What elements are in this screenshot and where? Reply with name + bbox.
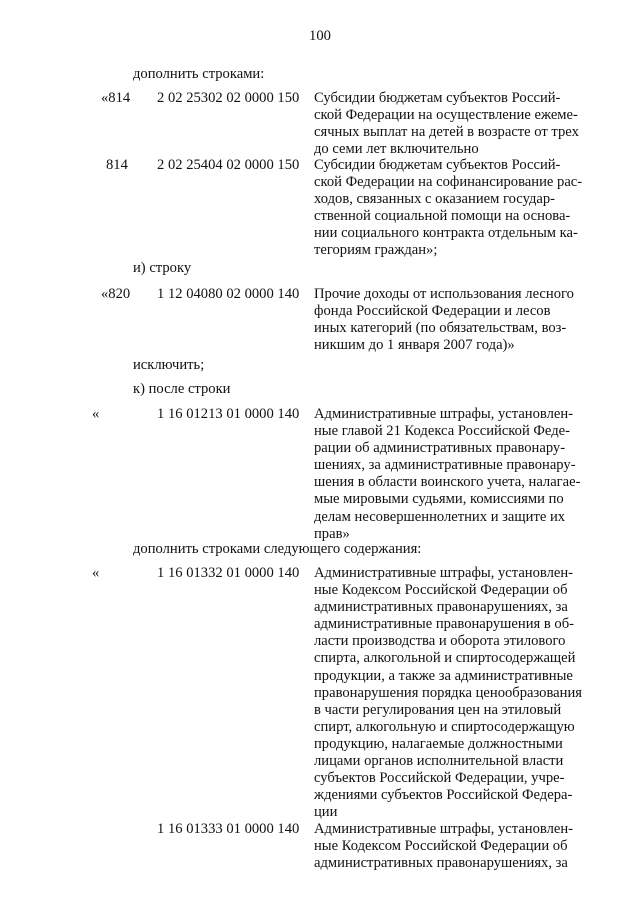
amendment-instruction: дополнить строками: bbox=[133, 66, 265, 82]
description-line: Административные штрафы, установлен- bbox=[314, 406, 574, 422]
description-line: ные Кодексом Российской Федерации об bbox=[314, 838, 568, 855]
amendment-instruction: исключить; bbox=[133, 357, 205, 373]
description-line: ходов, связанных с оказанием государ- bbox=[314, 191, 556, 208]
description-line: фонда Российской Федерации и лесов bbox=[314, 303, 551, 320]
budget-classification-code: 1 16 01332 01 0000 140 bbox=[157, 565, 300, 581]
description-line: шения в области воинского учета, налагае- bbox=[314, 474, 581, 491]
description-line: никшим до 1 января 2007 года)» bbox=[314, 337, 515, 354]
budget-classification-code: 1 12 04080 02 0000 140 bbox=[157, 286, 300, 302]
description-line: Прочие доходы от использования лесного bbox=[314, 286, 574, 302]
revenue-description bbox=[314, 90, 596, 158]
revenue-description bbox=[314, 406, 596, 543]
budget-classification-code: 1 16 01333 01 0000 140 bbox=[157, 821, 300, 837]
admin-code: 814 bbox=[106, 157, 128, 173]
description-line: рации об административных правонару- bbox=[314, 440, 566, 457]
revenue-description bbox=[314, 821, 596, 872]
description-line: Административные штрафы, установлен- bbox=[314, 821, 574, 837]
description-line: в части регулирования цен на этиловый bbox=[314, 701, 562, 718]
revenue-description bbox=[314, 286, 596, 354]
description-line: субъектов Российской Федерации, учре- bbox=[314, 770, 565, 787]
description-line: ской Федерации на осуществление ежеме- bbox=[314, 107, 578, 124]
revenue-description bbox=[314, 565, 596, 821]
description-line: прав» bbox=[314, 525, 350, 542]
description-line: ные главой 21 Кодекса Российской Феде- bbox=[314, 423, 570, 440]
admin-code: «820 bbox=[101, 286, 131, 302]
description-line: правонарушения порядка ценообразования bbox=[314, 684, 582, 701]
description-line: спирта, алкогольной и спиртосодержащей bbox=[314, 650, 576, 667]
description-line: ласти производства и оборота этилового bbox=[314, 633, 566, 650]
description-line: административных правонарушениях, за bbox=[314, 855, 568, 872]
amendment-instruction: дополнить строками следующего содержания: bbox=[133, 541, 422, 557]
description-line: сячных выплат на детей в возрасте от трех bbox=[314, 124, 579, 141]
description-line: ской Федерации на софинансирование рас- bbox=[314, 174, 583, 191]
admin-code: « bbox=[92, 565, 100, 581]
budget-classification-code: 2 02 25302 02 0000 150 bbox=[157, 90, 300, 106]
admin-code: « bbox=[92, 406, 100, 422]
page-number: 100 bbox=[309, 28, 331, 44]
description-line: иных категорий (по обязательствам, воз- bbox=[314, 320, 567, 337]
budget-classification-code: 1 16 01213 01 0000 140 bbox=[157, 406, 300, 422]
description-line: лицами органов исполнительной власти bbox=[314, 753, 564, 770]
description-line: делам несовершеннолетних и защите их bbox=[314, 508, 566, 525]
description-line: тегориям граждан»; bbox=[314, 242, 438, 259]
description-line: ные Кодексом Российской Федерации об bbox=[314, 582, 568, 599]
amendment-instruction: к) после строки bbox=[133, 381, 231, 397]
description-line: спирт, алкогольную и спиртосодержащую bbox=[314, 718, 575, 735]
admin-code: «814 bbox=[101, 90, 131, 106]
description-line: мые мировыми судьями, комиссиями по bbox=[314, 491, 564, 508]
description-line: продукции, а также за административные bbox=[314, 667, 573, 684]
description-line: административные правонарушения в об- bbox=[314, 616, 574, 633]
description-line: шениях, за административные правонару- bbox=[314, 457, 576, 474]
revenue-description bbox=[314, 157, 596, 260]
description-line: Субсидии бюджетам субъектов Россий- bbox=[314, 90, 561, 106]
description-line: Субсидии бюджетам субъектов Россий- bbox=[314, 157, 561, 173]
budget-classification-code: 2 02 25404 02 0000 150 bbox=[157, 157, 300, 173]
description-line: Административные штрафы, установлен- bbox=[314, 565, 574, 581]
description-line: ждениями субъектов Российской Федера- bbox=[314, 787, 573, 804]
description-line: административных правонарушениях, за bbox=[314, 599, 568, 616]
description-line: продукцию, налагаемые должностными bbox=[314, 735, 563, 752]
description-line: до семи лет включительно bbox=[314, 141, 479, 158]
description-line: нии социального контракта отдельным ка- bbox=[314, 225, 578, 242]
amendment-instruction: и) строку bbox=[133, 260, 192, 276]
description-line: ции bbox=[314, 804, 338, 821]
description-line: ственной социальной помощи на основа- bbox=[314, 208, 571, 225]
